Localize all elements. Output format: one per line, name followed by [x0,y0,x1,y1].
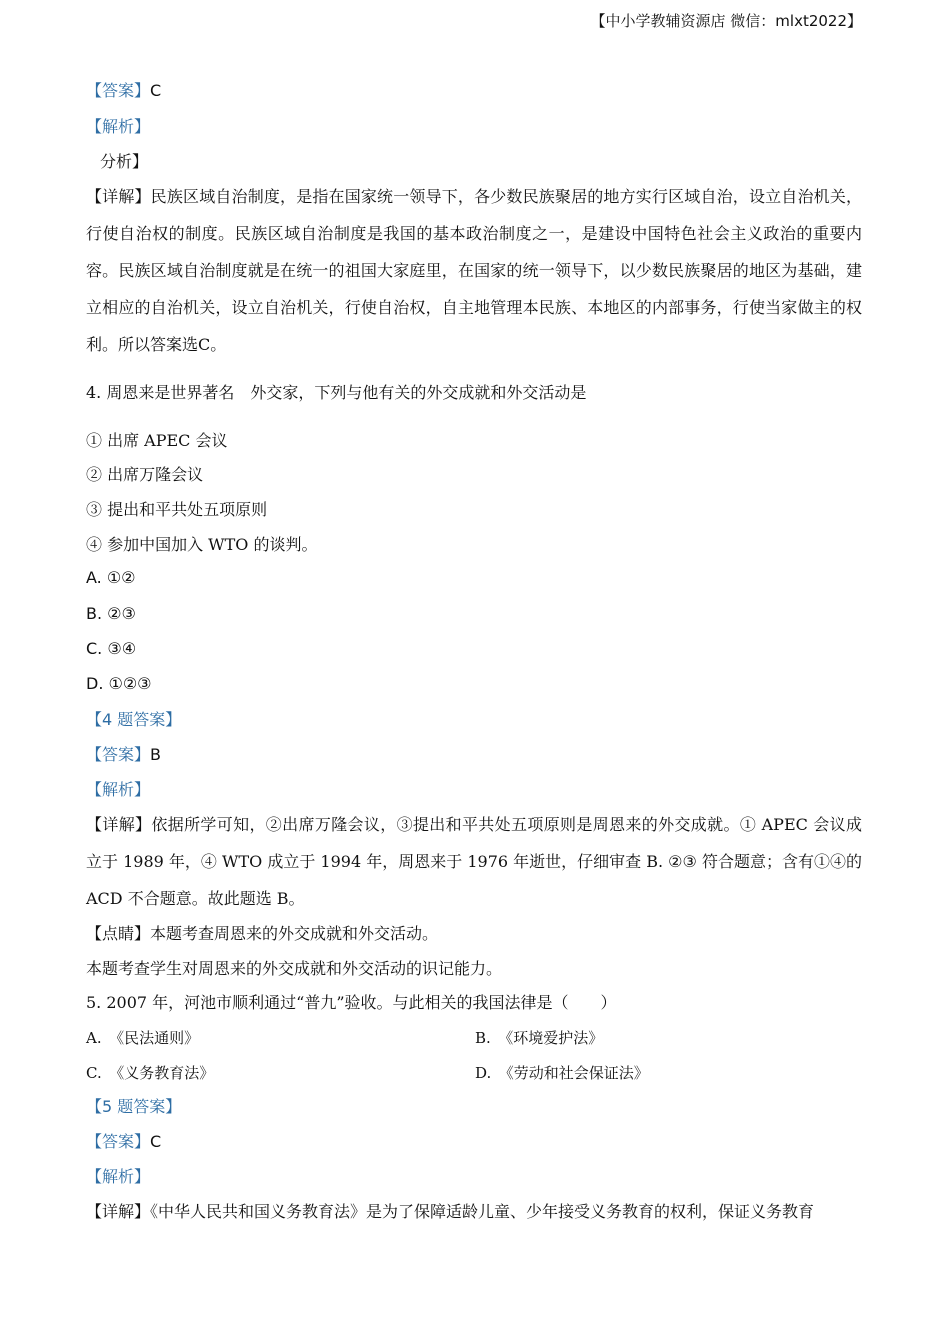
page-header: 【中小学教辅资源店 微信：mlxt2022】 [590,12,862,30]
q4-dianjing: 【点睛】本题考查周恩来的外交成就和外交活动。 [86,924,439,943]
q4-item-2: ② 出席万隆会议 [86,465,204,484]
q4-option-b: B. ②③ [86,604,136,623]
q4-option-c: C. ③④ [86,639,137,658]
q5-detail: 【详解】《中华人民共和国义务教育法》是为了保障适龄儿童、少年接受义务教育的权利，保证义务教育 [86,1202,815,1221]
q4-detail: 【详解】依据所学可知，②出席万隆会议，③提出和平共处五项原则是周恩来的外交成就。① APEC 会议成立于 1989 年，④ WTO 成立于 1994 年，周恩来于 1976 年逝世，仔细审查 B. ②③ 符合题意；含有①④的 ACD 不合题意。故此题选 B。 [86,815,862,908]
q5-answer-heading: 【5 题答案】 [86,1097,182,1116]
q3-analysis-tag: 【解析】 [86,117,151,136]
q5-option-d: D. 《劳动和社会保证法》 [475,1064,649,1082]
q5-option-c: C. 《义务教育法》 [86,1064,215,1082]
q4-item-3: ③ 提出和平共处五项原则 [86,500,268,519]
q3-answer-line [86,79,862,103]
q4-item-1: ① 出席 APEC 会议 [86,431,228,450]
q5-stem: 5. 2007 年，河池市顺利通过“普九”验收。与此相关的我国法律是（ ） [86,993,617,1012]
q4-answer-tag: 【答案】 [86,745,151,764]
q4-option-a: A. ①② [86,568,136,587]
q3-answer-value: C [150,81,162,100]
q4-analysis-tag: 【解析】 [86,780,151,799]
q5-option-a: A. 《民法通则》 [86,1029,200,1047]
q5-option-b: B. 《环境爱护法》 [475,1029,604,1047]
q5-answer-value: C [150,1132,162,1151]
q4-stem: 4. 周恩来是世界著名 外交家，下列与他有关的外交成就和外交活动是 [86,383,587,402]
q4-answer-line [86,743,862,767]
q3-answer-tag: 【答案】 [86,81,151,100]
q5-answer-line [86,1130,862,1154]
q3-detail: 【详解】民族区域自治制度，是指在国家统一领导下，各少数民族聚居的地方实行区域自治，设立自治机关，行使自治权的制度。民族区域自治制度是我国的基本政治制度之一，是建设中国特色社会主义政治的重要内容。民族区域自治制度就是在统一的祖国大家庭里，在国家的统一领导下，以少数民族聚居的地区为基础，建立相应的自治机关，设立自治机关，行使自治权，自主地管理本民族、本地区的内部事务，行使当家做主的权利。所以答案选C。 [86,187,862,354]
q4-item-4: ④ 参加中国加入 WTO 的谈判。 [86,535,318,554]
q4-ability: 本题考查学生对周恩来的外交成就和外交活动的识记能力。 [86,959,503,978]
q3-fenxi: 分析】 [100,152,149,171]
q5-answer-tag: 【答案】 [86,1132,151,1151]
q4-answer-value: B [150,745,161,764]
q4-option-d: D. ①②③ [86,674,152,693]
q4-answer-heading: 【4 题答案】 [86,710,182,729]
q5-analysis-tag: 【解析】 [86,1167,151,1186]
